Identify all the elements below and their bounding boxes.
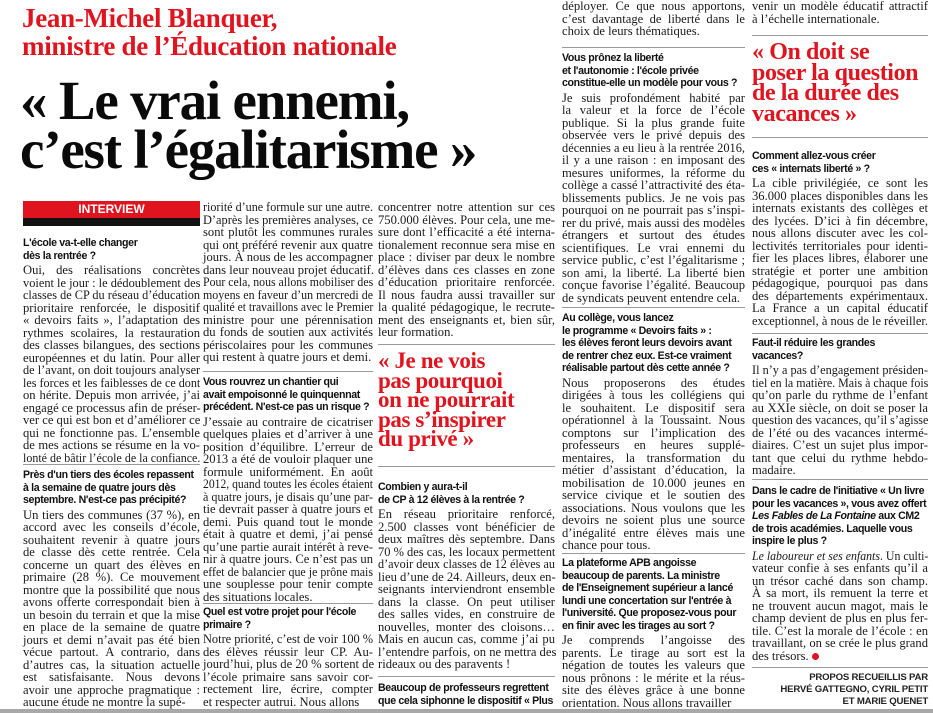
qa-section [752, 485, 928, 661]
text-line: orientation. Nous allons travailler [562, 695, 732, 710]
answer [378, 507, 555, 670]
pull-quote [752, 39, 928, 127]
text-line: de l’été ou des vacances intermé- [752, 425, 928, 440]
text-line: réalisable partout dès cette année ? [562, 362, 730, 374]
answer [203, 200, 373, 363]
qa-section [378, 682, 555, 708]
qa-section [23, 237, 200, 463]
text-line: pourquoi on ne pourrait pas s’inspi- [562, 203, 745, 217]
answer [752, 176, 928, 326]
text-line: qui ne fonctionne pas. L’ensemble [23, 425, 200, 440]
divider [752, 667, 928, 668]
text-line: la valeur et la force de l’école [562, 103, 745, 117]
text-line: mobilisation de 10.000 jeunes en [562, 475, 745, 490]
text-line: La cible privilégiée, ce sont les [752, 176, 928, 190]
text-line: on hérite. Depuis mon arrivée, j’ai [23, 388, 200, 402]
text-line: d’élèves dans ces classes en zone [378, 262, 555, 277]
text-line: des trésors. [752, 649, 928, 662]
text-line: un trésor caché dans son champ. [752, 573, 928, 588]
qa-section [562, 557, 745, 708]
text-line: choix de leurs thématiques. [562, 24, 700, 38]
text-line: question des vacances, qu’il s’agisse [752, 413, 929, 427]
text-line: tant que celui du rythme hebdo- [752, 450, 928, 465]
text-line: service public, c’est l’égalitarisme ; [562, 253, 745, 267]
answer-continuation [203, 200, 373, 363]
text-line: était à quatre et demi, j’ai pensé [203, 527, 373, 541]
text-line: aucune étude ne montre la supé- [23, 695, 186, 709]
text-line: primaire (28 %). Ce mouvement [23, 570, 200, 584]
text-line: position d’équilibre. L’erreur de [203, 439, 373, 454]
text-line: vacances? [752, 349, 804, 362]
text-line: métier d’assistant d’éducation, la [562, 463, 745, 477]
text-line: lundi une concertation sur l'entrée à [562, 594, 732, 607]
text-line: en finir avec les tirages au sort ? [562, 619, 715, 632]
text-line: tile. C’est la morale de l’école : en [752, 623, 928, 638]
divider [378, 676, 555, 677]
text-line: internats existants des collèges et [752, 201, 928, 215]
text-line: à l’échelle internationale. [752, 11, 880, 26]
text-line: de trois académies. Laquelle vous [752, 522, 913, 535]
kicker-line: ministre de l’Éducation nationale [22, 31, 397, 61]
text-line: En réseau prioritaire renforcé, [378, 507, 555, 521]
text-line: qu’on parle du rythme de l’enfant [752, 388, 928, 402]
text-line: qu’une partie aurait intérêt à reve- [203, 539, 373, 554]
text-line: le programme « Devoirs faits » : [562, 324, 712, 337]
text-line: pas s’inspirer [378, 406, 506, 432]
text-line: place : diviser par deux le nombre [378, 250, 555, 264]
answer [752, 0, 928, 24]
answer [203, 632, 373, 707]
text-line: travaillant, on se crée le plus grand [752, 636, 928, 650]
question [752, 485, 928, 548]
text-line: des lycées. D’ici à fin décembre, [752, 213, 928, 228]
text-line: venir un modèle éducatif attractif [752, 0, 928, 13]
text-line: d’autres cas, la situation actuelle [23, 657, 200, 672]
text-line: européennes et du latin. Pour aller [23, 350, 200, 365]
text-line: l’école primaire sans savoir cor- [203, 669, 373, 684]
text-line: Au collège, vous lancez [562, 312, 674, 324]
text-line: moyens en faveur d’un mercredi de [203, 287, 373, 302]
text-line: « Je ne vois [378, 348, 485, 373]
answer [378, 200, 555, 338]
divider [562, 307, 745, 308]
text-line: accord avec les conseils d’école, [23, 520, 200, 534]
divider [203, 371, 373, 372]
text-line: La plateforme APB angoisse [562, 557, 697, 569]
text-line: constitue-elle un modèle pour vous ? [562, 77, 738, 89]
divider [378, 466, 555, 467]
text-line: pas pourquoi [378, 367, 503, 393]
text-line: Combien y aura-t-il [378, 481, 468, 493]
answer [562, 633, 745, 708]
text-line: diaires. C’est un sujet plus impor- [752, 438, 928, 452]
text-line: périscolaires pour les communes [203, 337, 373, 352]
text-line: associations. Nous voulons que les [562, 500, 745, 515]
answer [23, 508, 200, 708]
text-line: deux maîtres dès septembre. Dans [378, 532, 555, 546]
end-mark-icon [812, 653, 819, 660]
kicker-line: Jean-Michel Blanquer, [22, 3, 278, 33]
text-line: conçue favorise l’égalité. Beaucoup [562, 278, 745, 292]
text-line: lieu d’une de 24. Ailleurs, deux en- [378, 569, 556, 584]
pull-quote [378, 348, 555, 452]
text-line: tie devrait passer à quatre jours et [203, 502, 373, 516]
text-line: demi. Puis quand tout le monde [203, 514, 373, 529]
text-line: rectement lire, écrire, compter [203, 682, 373, 696]
credit-line: HERVÉ GATTEGNO, CYRIL PETIT [780, 684, 928, 695]
text-line: à quatre jours, je disais qu’une par- [203, 489, 374, 504]
text-line: chance pour tous. [562, 538, 651, 552]
text-line: 2.500 classes vont bénéficier de [378, 519, 555, 534]
text-line: effet de balancier que je prône mais [203, 564, 373, 579]
headline-line: c’est l’égalitarisme » [20, 119, 477, 180]
text-line: jours. À nous de les accompagner [203, 250, 373, 264]
text-line: opérationnel à la Toussaint. Nous [562, 413, 745, 427]
text-line: pour les vacances », vous avez offert [752, 497, 927, 510]
interview-bar [23, 218, 200, 226]
text-line: D’après les premières analyses, ce [203, 212, 374, 227]
text-line: le souhaitent. Le dispositif sera [562, 400, 745, 415]
answer [23, 263, 200, 463]
text-line: « On doit se [752, 39, 870, 65]
text-line: précédent. N'est-ce pas un risque ? [203, 401, 370, 413]
text-line: étrangers et surtout des études [562, 228, 745, 242]
divider [378, 344, 555, 345]
text-line: fier les places libres, élaborer une [752, 251, 928, 265]
text-line: ment des enseignants et, bien sûr, [378, 312, 555, 327]
text-line: dans la classe. On peut utiliser [378, 594, 555, 609]
text-line: des situations locales. [203, 589, 313, 604]
text-line: rer du privé, mais aussi des modèles [562, 215, 745, 230]
text-line: 2013 a été de vouloir plaquer une [203, 452, 373, 466]
text-line: tiel en la matière. Mais à chaque fois [752, 375, 929, 390]
text-line: à la semaine de quatre jours dès [23, 481, 176, 494]
question [23, 469, 200, 507]
text-line [752, 510, 928, 523]
text-line: vacances » [752, 100, 857, 127]
text-line: Oui, des réalisations concrètes [23, 263, 200, 277]
text-line: les élèves feront leurs devoirs avant [562, 337, 732, 349]
text-line: avait empoisonné le quinquennat [203, 388, 360, 401]
text-line: des classes bilangues, des sections [23, 338, 200, 352]
text-line: souhaitent revenir à quatre jours [23, 532, 200, 547]
text-line: qui ont préféré revenir aux quatre [203, 237, 373, 252]
text-line: tionalement reconnue sera mise en [378, 237, 555, 252]
divider [752, 479, 928, 480]
divider [752, 35, 928, 36]
text-line: d’éducation prioritaire renforcée. [378, 275, 555, 289]
text-line: lonté de bâtir l’école de la confiance. [23, 450, 201, 465]
text-line: en place de la semaine de quatre [23, 620, 200, 634]
text-line: 36.000 places disponibles dans les [752, 188, 928, 203]
text-line: c’est davantage de liberté dans le [562, 11, 745, 26]
text-line: l'université. Que proposez-vous pour [562, 607, 737, 619]
text-line: Comment allez-vous créer [752, 150, 876, 162]
text-line: son ami, la liberté. La liberté bien [562, 265, 745, 280]
question [562, 52, 745, 90]
answer [203, 415, 373, 603]
qa-section [378, 481, 555, 670]
text-line: sure dont l’efficacité a été interna- [378, 225, 555, 239]
text-line: pédagogique, pourquoi pas dans [752, 276, 928, 290]
text-line: des élèves réussir leur CP. Au- [203, 644, 373, 659]
text-line: blissements publics. Je ne vois pas [562, 190, 745, 205]
text-line: collège a cassé l’attractivité des éta- [562, 178, 745, 192]
text-line: devoirs ne soient plus une source [562, 513, 745, 527]
text-line: Il n’y a pas d’engagement présiden- [752, 363, 928, 377]
text-line: nir à quatre jours. Ce n’est pas un [203, 552, 373, 566]
qa-section [203, 376, 373, 602]
answer-continuation [752, 0, 928, 24]
text-line: dès la rentrée ? [23, 249, 96, 262]
text-line: Nous proposerons des études [562, 375, 745, 390]
text-line: montre que la possibilité que nous [23, 582, 200, 597]
answer [562, 91, 745, 304]
text-line: Faut-il réduire les grandes [752, 337, 876, 349]
text-line: un besoin du terrain et que la mise [23, 607, 200, 622]
text-line: classes de CP du réseau d’éducation [23, 288, 200, 302]
credit-line: PROPOS RECUEILLIS PAR [809, 672, 928, 683]
text-line: beaucoup de parents. La ministre [562, 569, 720, 582]
text-line: Un tiers des communes (37 %), en [23, 507, 200, 522]
text-line: ver ce qui est bon et d’améliorer ce [23, 413, 201, 427]
text-line: Notre priorité, c’est de voir 100 % [203, 632, 374, 646]
text-line: jours et demi n’avait pas été bien [23, 632, 200, 647]
text-line: jourd’hui, plus de 20 % sortent de [203, 657, 375, 671]
text-line: dans leur nouveau projet éducatif. [203, 262, 374, 277]
text-line: nouvelles, monter des cloisons… [378, 619, 555, 634]
text-line: négation de toutes les valeurs que [562, 658, 745, 672]
text-line: professeurs en heures supplé- [562, 438, 745, 452]
qa-section [752, 150, 928, 326]
text-line: Beaucoup de professeurs regrettent [378, 682, 549, 694]
text-line: qui restent à quatre jours et demi. [203, 350, 372, 364]
text-line: de l’avant, on doit toujours analyser [23, 363, 201, 377]
text-line: ministre pour une pérennisation [203, 312, 373, 327]
text-line [752, 549, 928, 562]
text-line: mentaires, la transformation du [562, 450, 745, 465]
answer-continuation [378, 200, 555, 338]
text-line: l’entendre parfois, on ne mettra des [378, 644, 557, 659]
text-line: les forces et les faiblesses de ce dont [23, 375, 201, 390]
text-line: L'école va-t-elle changer [23, 237, 138, 249]
answer [562, 376, 745, 551]
text-line: seignants interviendront ensemble [378, 582, 555, 596]
text-line: avoir une approche pragmatique : [23, 682, 200, 697]
text-line: primaire ? [203, 618, 251, 631]
italic-title: Les Fables de La Fontaine [752, 510, 876, 522]
question [203, 606, 373, 631]
text-line: de mes actions se résume en la vo- [23, 438, 200, 452]
answer [752, 363, 928, 476]
text-line: décennies a eu lieu à la rentrée 2016, [562, 140, 746, 155]
text-line: au XXIe siècle, on doit se poser la [752, 400, 928, 415]
qa-section [23, 469, 200, 708]
qa-section [562, 312, 745, 551]
text-line: du fonds de soutien aux activités [203, 325, 373, 339]
qa-section [562, 52, 745, 303]
text-line: est satisfaisante. Nous devons [23, 670, 200, 684]
text-line: des salles vides, en construire de [378, 607, 555, 621]
text-line: qualité et travaillons avec le Premier [203, 300, 374, 314]
interviewee-kicker [22, 4, 396, 60]
text-line: vécue partout. A contrario, dans [23, 645, 200, 659]
text-line: champ devient de plus en plus fer- [752, 611, 928, 625]
text-line: exceptionnel, à nous de le réveiller. [752, 313, 928, 328]
text-line: dirigées à tous les collégiens qui [562, 388, 745, 402]
text-line: 750.000 élèves. Pour cela, une me- [378, 212, 555, 227]
text-line: La France a un capital éducatif [752, 301, 928, 315]
text-line: de classe dès cette rentrée. Cela [23, 545, 200, 559]
text-line: rideaux ou des paravents ! [378, 657, 511, 671]
text-line: concentrer notre attention sur ces [378, 200, 555, 214]
text-line: des départements expérimentaux. [752, 288, 928, 303]
text-line: une souplesse pour tenir compte [203, 577, 373, 591]
text-line: riorité d’une formule sur une autre. [203, 200, 373, 214]
text-line: lectivités territoriales pour identi- [752, 238, 928, 253]
text-line: voient le jour : le dédoublement des [23, 275, 201, 290]
text-line: concerne un quart des élèves en [23, 557, 200, 572]
interview-label: INTERVIEW [23, 201, 200, 218]
text-line: ces « internats liberté » ? [752, 162, 870, 175]
text-line: il y a une raison : en imposant des [562, 153, 745, 167]
divider [203, 603, 373, 604]
text-line: de CP à 12 élèves à la rentrée ? [378, 493, 525, 506]
text-line: septembre. N'est-ce pas précipité? [23, 494, 187, 506]
text-line: Vous rouvrez un chantier qui [203, 376, 339, 388]
question [562, 312, 745, 375]
text-line: formule uniformément. En août [203, 464, 373, 479]
text-line: 70 % des cas, les locaux permettent [378, 544, 556, 559]
text-line: Il nous faudra aussi travailler sur [378, 287, 555, 302]
text-line: madaire. [752, 463, 796, 477]
text-line: de la durée des [752, 80, 899, 106]
question [562, 557, 745, 632]
text-line: d’inégalité entre élèves mais une [562, 525, 745, 540]
text-line: Dans le cadre de l'initiative « Un livre [752, 485, 925, 497]
headline-line: « Le vrai ennemi, [20, 70, 409, 131]
question [203, 376, 373, 414]
italic-title: Le laboureur et ses enfants [752, 548, 880, 563]
text-line: de syndicats peuvent entendre cela. [562, 290, 740, 305]
text-line: leur formation. [378, 325, 454, 339]
text-line: et respecter autrui. Nous allons [203, 694, 360, 709]
text-line: poser la question [752, 59, 919, 86]
text-line: Je comprends l’angoisse des [562, 633, 745, 647]
divider [752, 333, 928, 334]
text-line: comptons sur l’implication des [562, 425, 745, 440]
answer-continuation [562, 0, 745, 37]
qa-section [203, 606, 373, 707]
divider [562, 553, 745, 554]
text-line: « devoirs faits », l’adaptation des [23, 313, 200, 327]
text-line: déployer. Ce que nous apportons, [562, 0, 745, 13]
text-line: on ne pourrait [378, 387, 515, 413]
text-line: scientifiques. Le vrai ennemi du [562, 240, 745, 255]
text-line: Pour cela, nous allons mobiliser des [203, 275, 374, 289]
text-line: service civique et le soutien des [562, 488, 745, 502]
text-line: ne trouvent aucun magot, mais le [752, 598, 928, 613]
text-line: prioritaire renforcée, le dispositif [23, 300, 200, 315]
divider [23, 464, 200, 465]
text-line: nous prônons : le mérite et la réus- [562, 670, 745, 685]
divider [752, 137, 928, 138]
text-line: nous allons discuter avec les col- [752, 226, 928, 240]
text-line: J’essaie au contraire de cicatriser [203, 414, 373, 429]
question [378, 682, 555, 707]
question [752, 150, 928, 175]
text-segment: . Un culti- [879, 548, 929, 563]
text-line: rythmes scolaires, la restauration [23, 325, 200, 340]
text-line: publique. Si la plus grande fuite [562, 115, 745, 130]
text-line: d’avoir deux classes de 12 élèves au [378, 557, 555, 571]
text-line: sont plutôt les communes rurales [203, 225, 373, 239]
text-line: Vous prônez la liberté [562, 52, 664, 64]
answer [562, 0, 745, 37]
text-line: Quel est votre projet pour l'école [203, 606, 357, 618]
text-line: que cela siphonne le dispositif « Plus [378, 694, 554, 707]
text-line: site des élèves grâce à une bonne [562, 683, 745, 697]
text-line: de l'Enseignement supérieur a lancé [562, 582, 734, 594]
byline-credits [752, 672, 928, 708]
text-line: la qualité pédagogique, le recrute- [378, 300, 555, 314]
text-line: et l'autonomie : l'école privée [562, 64, 699, 77]
headline [20, 70, 477, 180]
text-line: Près d'un tiers des écoles repassent [23, 469, 194, 481]
text-line: avons offerte correspondait bien à [23, 595, 200, 609]
text-line: quelques plaies et d’arriver à une [203, 427, 373, 441]
text-segment: aux CM2 [875, 510, 920, 522]
question [378, 481, 555, 506]
text-line: mesures uniformes, la réforme du [562, 165, 745, 180]
question [752, 337, 928, 362]
bottom-rule [0, 709, 933, 713]
text-line: de rentrer chez eux. Est-ce vraiment [562, 349, 732, 362]
text-line: stratégie et porter une ambition [752, 263, 928, 278]
text-line: inspire le plus ? [752, 535, 827, 547]
text-line: 2012, quand toutes les écoles étaient [203, 477, 373, 491]
text-line: engagé ce processus afin de préser- [23, 400, 201, 415]
text-line: Mais en aucun cas, comme j’ai pu [378, 632, 555, 646]
text-line: du privé » [378, 426, 474, 452]
divider [562, 47, 745, 48]
text-line: observée vers le privé depuis des [562, 128, 745, 142]
qa-section [752, 337, 928, 476]
credit-line: ET MARIE QUENET [842, 696, 928, 707]
question [23, 237, 200, 262]
answer [752, 549, 928, 662]
text-line: parents. Le tirage au sort est la [562, 645, 745, 660]
text-line: À sa mort, ils remuent la terre et [752, 586, 928, 600]
text-line: Je suis profondément habité par [562, 90, 745, 105]
text-line: vateur confie à ses enfants qu’il a [752, 561, 928, 575]
